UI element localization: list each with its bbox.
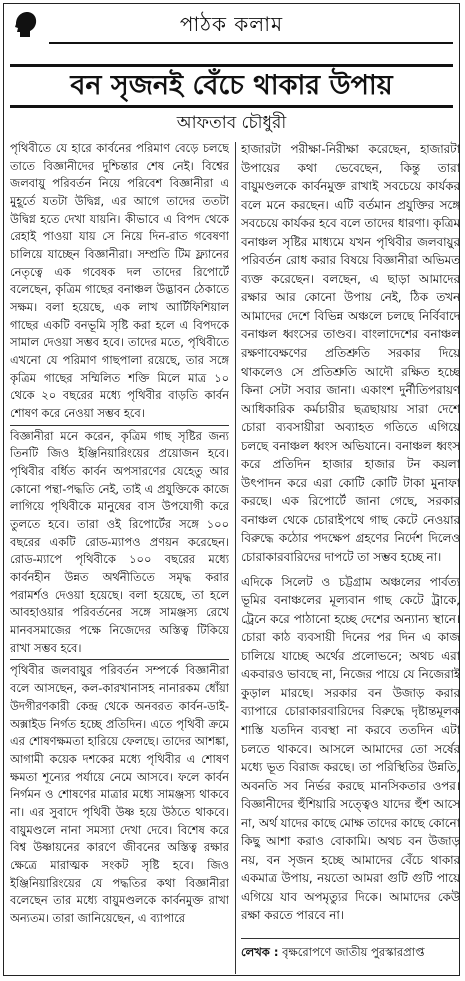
article-frame	[3, 3, 460, 976]
header-rule	[49, 42, 453, 44]
footer-rule	[241, 938, 460, 939]
author-note	[241, 944, 460, 963]
left-paragraph-2: বিজ্ঞানীরা মনে করেন, কৃত্রিম গাছ সৃষ্টির জন্য তিনটি জিও ইঞ্জিনিয়ারিংয়ের প্রয়োজন হবে। পৃথিবীর বর্ধিত কার্বন অপসারণের যেহেতু আর কোনো পন্থা-পদ্ধতি নেই, তাই এ প্রযুক্তিকে কাজে লাগিয়ে পৃথিবীকে মানুষের বাস উপযোগী করে তুলতে হবে। তারা ওই রিপোর্টের সঙ্গে ১০০ বছরের একটি রোড-ম্যাপও প্রণয়ন করেছেন। রোড-ম্যাপে পৃথিবীকে ১০০ বছরের মধ্যে কার্বনহীন উন্নত অর্থনীতিতে সমৃদ্ধ করার পরামর্শও দেওয়া হয়েছে। বলা হয়েছে, তা হলে আবহাওয়ার পরিবর্তনের সঙ্গে সামঞ্জস্য রেখে মানবসমাজের পক্ষে নিজেদের অস্তিত্ব টিকিয়ে রাখা সম্ভব হবে।	[10, 425, 229, 658]
right-column	[241, 140, 460, 976]
headline: বন সৃজনই বেঁচে থাকার উপায়	[70, 70, 393, 101]
right-paragraph-2: এদিকে সিলেট ও চট্টগ্রাম অঞ্চলের পার্বত্য ভূমির বনাঞ্চলের মূল্যবান গাছ কেটে ট্রাকে, ট্রেনে করে পাঠানো হচ্ছে দেশের অন্যান্য স্থানে। চোরা কাঠ ব্যবসায়ী দিনের পর দিন এ কাজ চালিয়ে যাচ্ছে অর্থের প্রলোভনে; অথচ এরা একবারও ভাবছে না, নিজের পায়ে যে নিজেরাই কুড়াল মারছে। সরকার বন উজাড় করার ব্যাপারে চোরাকারবারিদের বিরুদ্ধে দৃষ্টান্তমূলক শাস্তি যতদিন ব্যবস্থা না করবে ততদিন এটা চলতে থাকবে। আসলে আমাদের তো সর্ষের মধ্যে ভূত বিরাজ করছে। তা পরিস্থিতির উন্নতি, অবনতি সব নির্ভর করছে মানসিকতার ওপর। বিজ্ঞানীদের হুঁশিয়ারি সত্ত্বেও যাদের হুঁশ আসে না, অর্থ যাদের কাছে মোক্ষ তাদের কাছে কোনো কিছু আশা করাও বোকামি। অথচ বন উজাড় নয়, বন সৃজন হচ্ছে আমাদের বেঁচে থাকার একমাত্র উপায়, নয়তো আমরা গুটি গুটি পায়ে এগিয়ে যাব অপমৃত্যুর দিকে। আমাদের কেউ রক্ষা করতে পারবে না।	[241, 574, 460, 923]
left-column	[10, 140, 229, 976]
left-paragraph-3: পৃথিবীর জলবায়ুর পরিবর্তন সম্পর্কে বিজ্ঞানীরা বলে আসছেন, কল-কারখানাসহ নানারকম ধোঁয়া উদগীরণকারী কেন্দ্র থেকে অনবরত কার্বন-ডাই-অক্সাইড নির্গত হচ্ছে প্রতিদিন। এতে পৃথিবী ক্রমে এর শোষণক্ষমতা হারিয়ে ফেলছে। তাদের আশঙ্কা, আগামী কয়েক দশকের মধ্যে পৃথিবীর এ শোষণ ক্ষমতা শূন্যের পর্যায়ে নেমে আসবে। ফলে কার্বন নির্গমন ও শোষণের মাত্রার মধ্যে সামঞ্জস্য থাকবে না। এর সুবাদে পৃথিবী উষ্ণ হয়ে উঠতে থাকবে। বায়ুমণ্ডলে নানা সমস্যা দেখা দেবে। বিশেষ করে বিশ্ব উষ্ণায়নের কারণে জীবনের অস্তিত্ব রক্ষার ক্ষেত্রে মারাত্মক সংকট সৃষ্টি হবে। জিও ইঞ্জিনিয়ারিংয়ের যে পদ্ধতির কথা বিজ্ঞানীরা বলেছেন তার মধ্যে বায়ুমণ্ডলকে কার্বনমুক্ত রাখা অন্যতম। তারা জানিয়েছেন, এ ব্যাপারে	[10, 659, 229, 927]
column-divider	[235, 142, 236, 974]
right-paragraph-1: হাজারটা পরীক্ষা-নিরীক্ষা করেছেন, হাজারটা উপায়ের কথা ভেবেছেন, কিন্তু তারা বায়ুমণ্ডলকে কার্বনমুক্ত রাখাই সবচেয়ে কার্যকর বলে মনে করছেন। এটি বর্তমান প্রযুক্তির সঙ্গে সবচেয়ে কার্যকর হবে বলে তাদের ধারণা। কৃত্রিম বনাঞ্চল সৃষ্টির মাধ্যমে যখন পৃথিবীর জলবায়ুর পরিবর্তন রোধ করার বিষয়ে বিজ্ঞানীরা অভিমত ব্যক্ত করেছেন। বলছেন, এ ছাড়া আমাদের রক্ষার আর কোনো উপায় নেই, ঠিক তখন আমাদের দেশে বিভিন্ন অঞ্চলে চলছে নির্বিবাদে বনাঞ্চল ধ্বংসের তাণ্ডব। বাংলাদেশের বনাঞ্চল রক্ষণাবেক্ষণের প্রতিশ্রুতি সরকার দিয়ে থাকলেও সে প্রতিশ্রুতি আদৌ রক্ষিত হচ্ছে কিনা সেটা সবার জানা। একাংশ দুর্নীতিপরায়ণ আধিকারিক কর্মচারীর ছত্রছায়ায় সারা দেশে চোরা ব্যবসায়ীরা অব্যাহত গতিতে এগিয়ে চলছে বনাঞ্চল ধ্বংস অভিযানে। বনাঞ্চল ধ্বংস করে প্রতিদিন হাজার হাজার টন কয়লা উৎপাদন করে এরা কোটি কোটি টাকা মুনাফা করছে। এক রিপোর্টে জানা গেছে, সরকার বনাঞ্চল থেকে চোরাইপথে গাছ কেটে নেওয়ার বিরুদ্ধে কঠোর পদক্ষেপ গ্রহণের নির্দেশ দিলেও চোরাকারবারিদের দাপটে তা সম্ভব হচ্ছে না।	[241, 142, 460, 565]
author-note-label: লেখক :	[241, 945, 279, 959]
left-paragraph-1: পৃথিবীতে যে হারে কার্বনের পরিমাণ বেড়ে চলছে তাতে বিজ্ঞানীদের দুশ্চিন্তার শেষ নেই। বিশ্বের জলবায়ু পরিবর্তন নিয়ে পরিবেশ বিজ্ঞানীরা এ মুহূর্তে যতটা উদ্বিগ্ন, এর আগে তাদের ততটা উদ্বিগ্ন হতে দেখা যায়নি। কীভাবে এ বিপদ থেকে রেহাই পাওয়া যায় সে নিয়ে দিন-রাত গবেষণা চালিয়ে যাচ্ছেন বিজ্ঞানীরা। সম্প্রতি টিম ফ্ল্যানের নেতৃত্বে এক গবেষক দল তাদের রিপোর্টে বলেছেন, কৃত্রিম গাছের বনাঞ্চল উদ্ভাবন ঠেকাতে সক্ষম। বলা হয়েছে, এক লাখ আর্টিফিশিয়াল গাছের একটি বনভূমি সৃষ্টি করা হলে এ বিপদকে সামাল দেওয়া সম্ভব হবে। তাদের মতে, পৃথিবীতে এখনো যে পরিমাণ গাছপালা রয়েছে, তার সঙ্গে কৃত্রিম গাছের সম্মিলিত শক্তি মিলে মাত্র ১০ থেকে ২০ বছরের মধ্যে পৃথিবীর বাড়তি কার্বন শোষণ করে নেওয়া সম্ভব হবে।	[10, 141, 229, 421]
author-byline: আফতাব চৌধুরী	[176, 113, 287, 133]
headline-box	[10, 64, 453, 108]
section-title: পাঠক কলাম	[179, 12, 284, 36]
author-note-text: বৃক্ষরোপণে জাতীয় পুরস্কারপ্রাপ্ত	[282, 945, 425, 959]
